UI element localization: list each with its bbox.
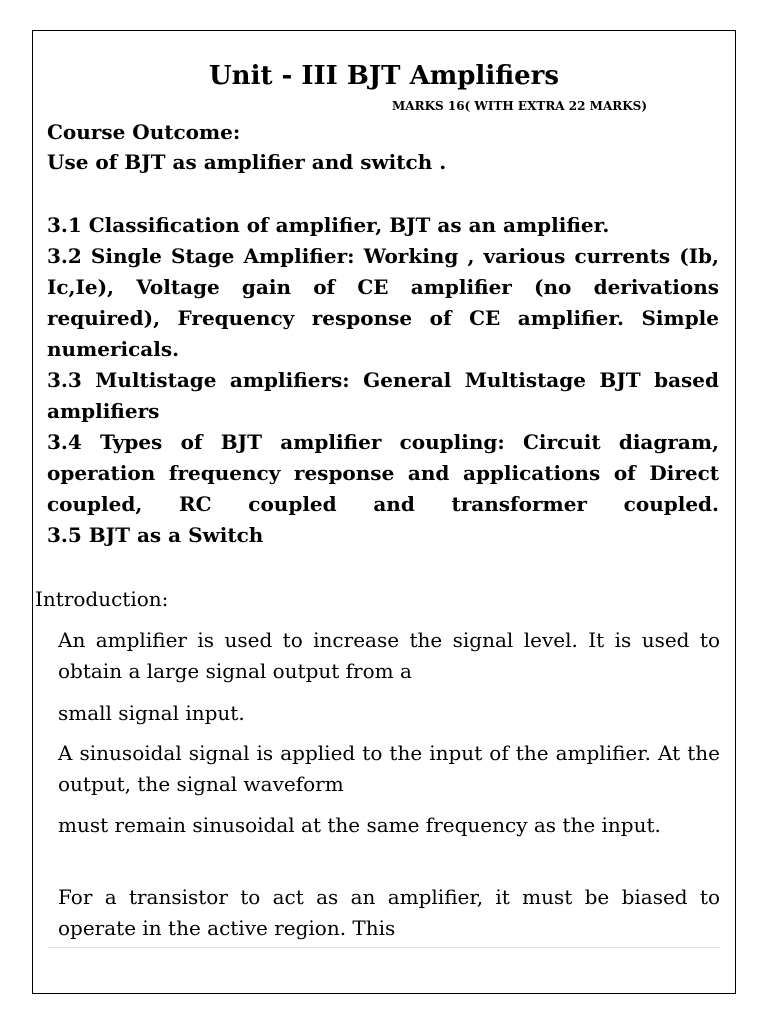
- intro-paragraph: An amplifier is used to increase the signal level. It is used to obtain a large signal output from a: [58, 628, 720, 683]
- course-outcome-heading: Course Outcome:: [47, 120, 241, 144]
- marks-note: MARKS 16( WITH EXTRA 22 MARKS): [392, 99, 647, 113]
- intro-paragraph: A sinusoidal signal is applied to the input of the amplifier. At the output, the signal waveform: [58, 741, 720, 796]
- intro-paragraph: small signal input.: [58, 701, 245, 725]
- syllabus-item-3-2: 3.2 Single Stage Amplifier: Working , various currents (Ib, Ic,Ie), Voltage gain of CE amplifier (no derivations required), Frequency response of CE amplifier. Simple numericals.: [47, 244, 719, 361]
- page-title: Unit - III BJT Amplifiers: [209, 61, 559, 91]
- introduction-heading: Introduction:: [35, 587, 169, 611]
- course-outcome-text: Use of BJT as amplifier and switch .: [47, 150, 447, 174]
- intro-paragraph: must remain sinusoidal at the same frequency as the input.: [58, 813, 661, 837]
- syllabus-item-3-1: 3.1 Classification of amplifier, BJT as an amplifier.: [47, 213, 610, 237]
- intro-paragraph: For a transistor to act as an amplifier, it must be biased to operate in the active region. This: [58, 885, 720, 940]
- syllabus-item-3-4: 3.4 Types of BJT amplifier coupling: Circuit diagram, operation frequency response and applications of Direct coupled, RC coupled and transformer coupled.: [47, 430, 719, 516]
- divider: [48, 947, 720, 948]
- syllabus-item-3-5: 3.5 BJT as a Switch: [47, 523, 264, 547]
- syllabus-list: [47, 210, 719, 551]
- syllabus-item-3-3: 3.3 Multistage amplifiers: General Multistage BJT based amplifiers: [47, 368, 719, 423]
